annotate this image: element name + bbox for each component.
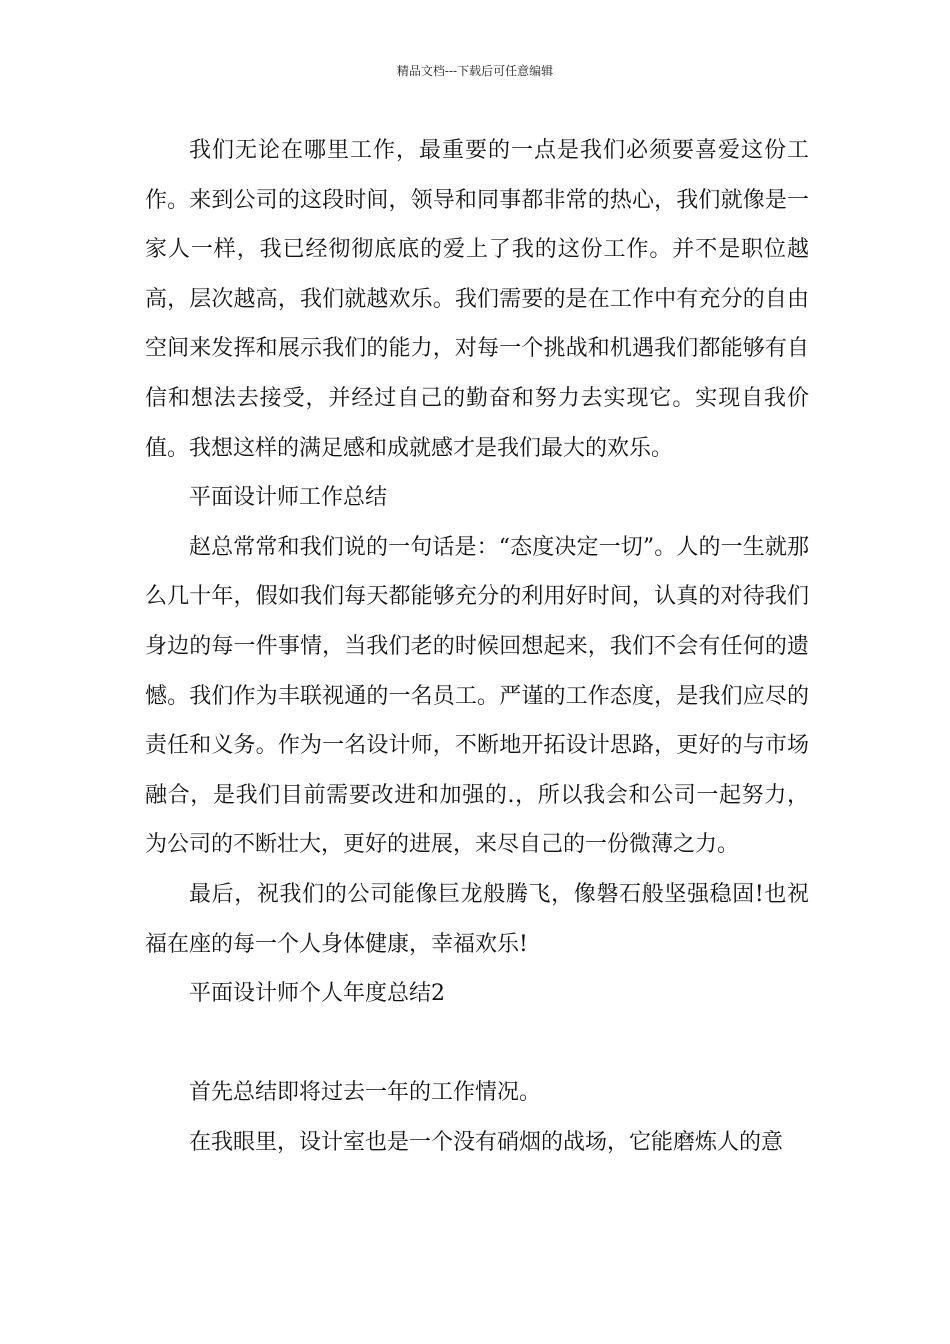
paragraph-closing-wishes: 最后，祝我们的公司能像巨龙般腾飞，像磐石般坚强稳固!也祝福在座的每一个人身体健康，幸福欢乐!: [145, 881, 809, 957]
section-heading-work-summary: 平面设计师工作总结: [189, 485, 388, 511]
paragraph-design-room: 在我眼里，设计室也是一个没有硝烟的战场，它能磨炼人的意: [189, 1129, 784, 1155]
document-body: [145, 126, 809, 1167]
paragraph-work-passion: 我们无论在哪里工作，最重要的一点是我们必须要喜爱这份工作。来到公司的这段时间，领导和同事都非常的热心，我们就像是一家人一样，我已经彻彻底底的爱上了我的这份工作。并不是职位越高，层次越高，我们就越欢乐。我们需要的是在工作中有充分的自由空间来发挥和展示我们的能力，对每一个挑战和机遇我们都能够有自信和想法去接受，并经过自己的勤奋和努力去实现它。实现自我价值。我想这样的满足感和成就感才是我们最大的欢乐。: [145, 138, 809, 461]
page-header: 精品文档---下载后可任意编辑: [396, 64, 554, 78]
blank-line: [145, 1019, 809, 1069]
section-heading-annual-summary: 平面设计师个人年度总结2: [189, 981, 445, 1007]
paragraph-attitude: 赵总常常和我们说的一句话是：“态度决定一切”。人的一生就那么几十年，假如我们每天都能够充分的利用好时间，认真的对待我们身边的每一件事情，当我们老的时候回想起来，我们不会有任何的遗憾。我们作为丰联视通的一名员工。严谨的工作态度，是我们应尽的责任和义务。作为一名设计师，不断地开拓设计思路，更好的与市场融合，是我们目前需要改进和加强的.，所以我会和公司一起努力，为公司的不断壮大，更好的进展，来尽自己的一份微薄之力。: [145, 534, 809, 858]
paragraph-summary-intro: 首先总结即将过去一年的工作情况。: [189, 1080, 542, 1106]
